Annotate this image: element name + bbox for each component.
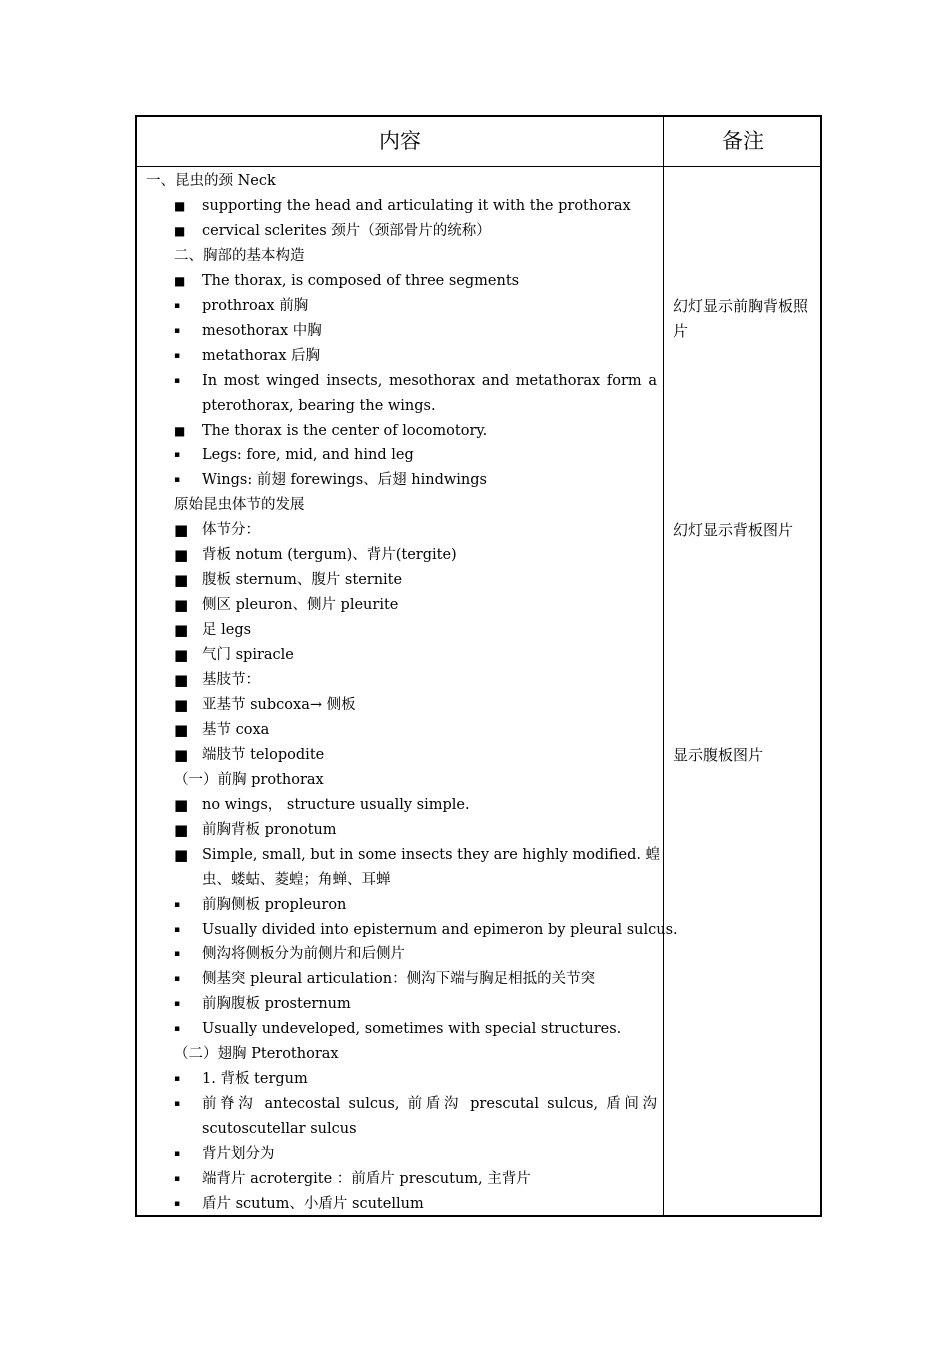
list-item-text: 前脊沟 antecostal sulcus, 前盾沟 prescutal sulcus, 盾间沟 — [202, 1096, 657, 1113]
list-item-text: 侧沟将侧板分为前侧片和后侧片 — [202, 946, 405, 963]
list-item — [137, 1117, 663, 1142]
list-item — [137, 793, 663, 818]
list-item-text: 侧基突 pleural articulation：侧沟下端与胸足相抵的关节突 — [202, 971, 596, 988]
list-item — [137, 1142, 663, 1167]
section-heading — [137, 244, 663, 269]
list-item-text: no wings， structure usually simple. — [202, 796, 470, 813]
list-item — [137, 718, 663, 743]
list-item-text: 侧区 pleuron、侧片 pleurite — [202, 597, 399, 614]
list-item-text: 背板 notum (tergum)、背片(tergite) — [202, 547, 457, 564]
bullet-icon: ▪ — [174, 1074, 181, 1085]
list-item-text: The thorax, is composed of three segments — [202, 272, 520, 289]
list-item — [137, 643, 663, 668]
list-item — [137, 668, 663, 693]
bullet-icon: ■ — [174, 671, 189, 689]
bullet-icon: ■ — [174, 596, 189, 615]
list-item-text: mesothorax 中胸 — [202, 322, 322, 339]
bullet-icon: ■ — [174, 198, 186, 213]
bullet-icon: ▪ — [174, 1174, 181, 1184]
list-item — [137, 443, 663, 468]
bullet-icon: ▪ — [174, 1024, 181, 1035]
list-item — [137, 1192, 663, 1217]
list-item-text: Legs: fore, mid, and hind leg — [202, 447, 414, 464]
bullet-icon: ■ — [174, 745, 189, 764]
list-item-text: 前胸背板 pronotum — [202, 821, 337, 838]
list-item — [137, 967, 663, 992]
bullet-icon: ■ — [174, 423, 186, 438]
list-item-text: 二、胸部的基本构造 — [174, 247, 305, 264]
bullet-icon: ■ — [174, 695, 189, 714]
list-item — [137, 344, 663, 369]
list-item — [137, 1017, 663, 1042]
list-item — [137, 893, 663, 918]
list-item — [137, 319, 663, 344]
bullet-icon: ▪ — [174, 325, 181, 336]
bullet-icon: ▪ — [174, 999, 181, 1010]
list-item — [137, 394, 663, 419]
list-item-text: 前胸侧板 propleuron — [202, 896, 347, 913]
list-item — [137, 743, 663, 768]
list-item-text: Usually undeveloped, sometimes with special structures. — [202, 1021, 622, 1038]
list-item-text: metathorax 后胸 — [202, 347, 321, 364]
bullet-icon: ■ — [174, 795, 189, 814]
list-item — [137, 618, 663, 643]
list-item-text: prothroax 前胸 — [202, 297, 309, 314]
bullet-icon: ▪ — [174, 350, 181, 361]
remark-note: 幻灯显示前胸背板照片 — [673, 296, 809, 340]
list-item-text: scutoscutellar sulcus — [202, 1121, 357, 1138]
list-item — [137, 269, 663, 294]
list-item-text: Wings: 前翅 forewings、后翅 hindwings — [202, 472, 487, 489]
column-divider — [663, 117, 664, 1215]
list-item — [137, 992, 663, 1017]
list-item-text: 虫、蝼蛄、菱蝗；角蝉、耳蝉 — [202, 871, 391, 888]
header-remark: 备注 — [722, 129, 764, 153]
list-item-text: 气门 spiracle — [202, 647, 294, 664]
list-item — [137, 1092, 663, 1117]
list-item — [137, 369, 663, 394]
bullet-icon: ■ — [174, 720, 189, 739]
list-item-text: 足 legs — [202, 622, 252, 639]
list-item — [137, 1167, 663, 1192]
list-item — [137, 818, 663, 843]
bullet-icon: ■ — [174, 223, 186, 238]
list-item — [137, 468, 663, 493]
list-item-text: Usually divided into episternum and epimeron by pleural sulcus. — [202, 921, 678, 938]
list-item — [137, 693, 663, 718]
list-item-text: 亚基节 subcoxa→ 侧板 — [202, 696, 356, 713]
bullet-icon: ▪ — [174, 949, 181, 960]
bullet-icon: ▪ — [174, 1149, 181, 1160]
list-item — [137, 294, 663, 319]
list-item-text: 一、昆虫的颈 Neck — [146, 173, 276, 189]
section-heading — [137, 169, 663, 194]
list-item-text: （一）前胸 prothorax — [174, 771, 324, 788]
bullet-icon: ■ — [174, 621, 189, 640]
list-item — [137, 568, 663, 593]
list-item-text: 背片划分为 — [202, 1146, 275, 1163]
bullet-icon: ▪ — [174, 1099, 181, 1110]
list-item — [137, 419, 663, 444]
list-item — [137, 518, 663, 543]
list-item — [137, 194, 663, 219]
list-item — [137, 918, 678, 943]
list-item-text: 盾片 scutum、小盾片 scutellum — [202, 1195, 424, 1212]
header-content: 内容 — [379, 129, 421, 153]
section-heading — [137, 1042, 663, 1067]
list-item-text: Simple, small, but in some insects they are highly modified. 蝗 — [202, 846, 661, 863]
bullet-icon: ▪ — [174, 1198, 181, 1209]
list-item-text: The thorax is the center of locomotory. — [202, 422, 488, 439]
list-item-text: 基肢节： — [202, 672, 260, 688]
list-item-text: In most winged insects, mesothorax and metathorax form a — [202, 372, 657, 389]
bullet-icon: ▪ — [174, 924, 181, 935]
list-item-text: pterothorax, bearing the wings. — [202, 397, 436, 414]
list-item — [137, 593, 663, 618]
list-item-text: 端肢节 telopodite — [202, 746, 325, 763]
bullet-icon: ■ — [174, 571, 189, 590]
bullet-icon: ■ — [174, 820, 189, 839]
bullet-icon: ▪ — [174, 475, 181, 486]
list-item — [137, 942, 663, 967]
bullet-icon: ▪ — [174, 375, 181, 386]
bullet-icon: ■ — [174, 273, 186, 288]
bullet-icon: ■ — [174, 845, 189, 864]
section-heading — [137, 768, 663, 793]
list-item — [137, 843, 663, 868]
list-item-text: （二）翅胸 Pterothorax — [174, 1046, 339, 1063]
list-item-text: supporting the head and articulating it with the prothorax — [202, 197, 631, 214]
bullet-icon: ▪ — [174, 300, 181, 311]
list-item-text: 体节分： — [202, 522, 260, 539]
bullet-icon: ■ — [174, 646, 189, 665]
bullet-icon: ■ — [174, 521, 189, 540]
list-item-text: 前胸腹板 prosternum — [202, 996, 351, 1013]
list-item — [137, 1067, 663, 1092]
list-item-text: 1. 背板 tergum — [202, 1071, 308, 1088]
remark-note: 显示腹板图片 — [673, 745, 764, 764]
bullet-icon: ▪ — [174, 899, 181, 910]
bullet-icon: ▪ — [174, 974, 181, 985]
list-item-text: 腹板 sternum、腹片 sternite — [202, 572, 403, 589]
bullet-icon: ▪ — [174, 450, 181, 461]
header-divider — [137, 166, 820, 167]
list-item-text: 原始昆虫体节的发展 — [174, 497, 305, 514]
list-item-text: cervical sclerites 颈片（颈部骨片的统称） — [202, 222, 491, 239]
list-item — [137, 868, 663, 893]
content-table — [135, 115, 822, 1217]
bullet-icon: ■ — [174, 546, 189, 565]
list-item — [137, 219, 663, 244]
list-item-text: 端背片 acrotergite ：前盾片 prescutum, 主背片 — [202, 1171, 531, 1187]
list-item — [137, 543, 663, 568]
list-item-text: 基节 coxa — [202, 721, 270, 738]
remark-note: 幻灯显示背板图片 — [673, 521, 794, 540]
section-heading — [137, 493, 663, 518]
